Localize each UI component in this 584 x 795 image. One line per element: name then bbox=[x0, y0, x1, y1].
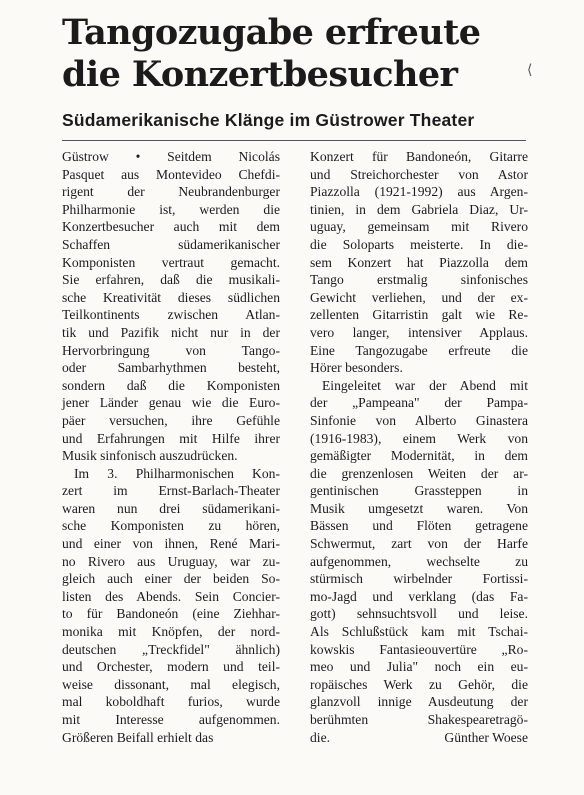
paragraph bbox=[310, 377, 528, 746]
text-line: Musik sinfonisch auszudrücken. bbox=[62, 448, 238, 464]
text-line: Pasquet aus Montevideo Chefdi- bbox=[62, 166, 280, 182]
text-line: tik und Pazifik nicht nur in der bbox=[62, 324, 280, 340]
divider bbox=[62, 140, 526, 141]
text-line: (1916-1983), einem Werk von bbox=[310, 430, 528, 446]
text-line: mal koboldhaft furios, wurde bbox=[62, 694, 280, 710]
text-line: mit Interesse aufgenommen. bbox=[62, 712, 280, 727]
text-line: mo-Jagd und verklang (das Fa- bbox=[310, 588, 528, 604]
text-line: Schaffen südamerikanischer bbox=[62, 236, 280, 252]
text-line: sondern daß die Komponisten bbox=[62, 377, 280, 393]
margin-mark: ⟨ bbox=[527, 62, 533, 78]
text-line: sche Komponisten zu hören, bbox=[62, 518, 280, 534]
text-line: berühmten Shakespearetragö- bbox=[310, 712, 528, 727]
text-line: glanzvoll innige Ausdeutung der bbox=[310, 694, 528, 710]
paragraph bbox=[62, 465, 280, 747]
text-line: Als Schlußstück kam mit Tschai- bbox=[310, 624, 528, 640]
text-line: Hörer besonders. bbox=[310, 360, 403, 376]
text-line: meo und Julia" noch ein eu- bbox=[310, 659, 528, 675]
text-line: weise dissonant, mal elegisch, bbox=[62, 676, 280, 692]
text-line: listen des Abends. Sein Concier- bbox=[62, 588, 280, 604]
text-line: gott) sehnsuchtsvoll und leise. bbox=[310, 606, 528, 622]
text-line: Gewicht verliehen, und der ex- bbox=[310, 289, 528, 305]
text-line: Größeren Beifall erhielt das bbox=[62, 729, 214, 745]
text-line: gleich auch einer der beiden So- bbox=[62, 571, 280, 587]
text-line: Im 3. Philharmonischen Kon- bbox=[74, 465, 280, 481]
text-line: Teilkontinents zwischen Atlan- bbox=[62, 307, 280, 323]
text-line: Eine Tangozugabe erfreute die bbox=[310, 342, 528, 358]
left-column bbox=[62, 148, 280, 746]
text-line: päer versuchen, ihre Gefühle bbox=[62, 412, 280, 428]
text-line: rigent der Neubrandenburger bbox=[62, 184, 280, 200]
text-line: Hervorbringung von Tango- bbox=[62, 342, 280, 358]
text-line: die Soloparts meisterte. In die- bbox=[310, 236, 528, 252]
text-line: Schwermut, zart von der Harfe bbox=[310, 536, 528, 552]
text-line: und Erfahrungen mit Hilfe ihrer bbox=[62, 430, 280, 446]
text-line: deutschen „Treckfidel" ähnlich) bbox=[62, 641, 280, 657]
text-line: sche Kreativität dieses südlichen bbox=[62, 289, 280, 305]
text-line: vero langer, intensiver Applaus. bbox=[310, 324, 528, 340]
text-line: kowskis Fantasieouvertüre „Ro- bbox=[310, 641, 528, 657]
text-line: Konzert für Bandoneón, Gitarre bbox=[310, 149, 528, 164]
paragraph bbox=[310, 148, 528, 377]
text-line: zert im Ernst-Barlach-Theater bbox=[62, 483, 280, 499]
text-line: Sie erfahren, daß die musikali- bbox=[62, 272, 280, 288]
text-line: gentinischen Grassteppen in bbox=[310, 483, 528, 499]
text-line: to für Bandoneón (eine Ziehhar- bbox=[62, 606, 280, 622]
text-line: die grenzenlosen Weiten der ar- bbox=[310, 465, 528, 481]
text-line: aufgenommen, wechselte zu bbox=[310, 553, 528, 569]
text-line: Konzertbesucher auch mit dem bbox=[62, 219, 280, 235]
text-line: Philharmonie ist, werden die bbox=[62, 201, 280, 217]
text-line: no Rivero aus Uruguay, war zu- bbox=[62, 553, 280, 569]
headline-line-2: die Konzertbesucher bbox=[62, 54, 458, 95]
text-line: monika mit Knöpfen, der nord- bbox=[62, 624, 280, 640]
text-line: waren nun drei südamerikani- bbox=[62, 500, 280, 516]
text-line: der „Pampeana" der Pampa- bbox=[310, 395, 528, 411]
text-line: uguay, gemeinsam mit Rivero bbox=[310, 219, 528, 235]
text-line: Piazzolla (1921-1992) aus Argen- bbox=[310, 184, 528, 200]
text-line: und Streichorchester von Astor bbox=[310, 166, 528, 182]
text-line: gemäßigter Modernität, in dem bbox=[310, 448, 528, 464]
text-line: Eingeleitet war der Abend mit bbox=[322, 377, 528, 393]
text-line: die. Günther Woese bbox=[310, 729, 528, 745]
headline bbox=[62, 12, 562, 96]
text-line: sem Konzert hat Piazzolla dem bbox=[310, 254, 528, 270]
text-line: Sinfonie von Alberto Ginastera bbox=[310, 412, 528, 428]
text-line: stürmisch wirbelnder Fortissi- bbox=[310, 571, 528, 587]
text-line: tinien, in dem Gabriela Diaz, Ur- bbox=[310, 201, 528, 217]
text-line: ropäisches Werk zu Gehör, die bbox=[310, 676, 528, 692]
text-line: Güstrow • Seitdem Nicolás bbox=[62, 149, 280, 164]
right-column bbox=[310, 148, 528, 746]
text-line: jener Länder genau wie die Euro- bbox=[62, 395, 280, 411]
headline-line-1: Tangozugabe erfreute bbox=[62, 12, 481, 53]
subheadline: Südamerikanische Klänge im Güstrower Theater bbox=[62, 110, 475, 130]
paragraph bbox=[62, 148, 280, 465]
text-line: Bässen und Flöten getragene bbox=[310, 518, 528, 534]
text-line: und einer von ihnen, René Mari- bbox=[62, 536, 280, 552]
text-line: Tango erstmalig sinfonisches bbox=[310, 272, 528, 288]
text-line: Komponisten vertraut gemacht. bbox=[62, 254, 280, 270]
text-line: und Orchester, modern und teil- bbox=[62, 659, 280, 675]
text-line: oder Sambarhythmen besteht, bbox=[62, 360, 280, 376]
text-line: zellenten Gitarristin galt wie Re- bbox=[310, 307, 528, 323]
author-byline: Günther Woese bbox=[444, 729, 528, 745]
text-line: Musik umgesetzt waren. Von bbox=[310, 500, 528, 516]
